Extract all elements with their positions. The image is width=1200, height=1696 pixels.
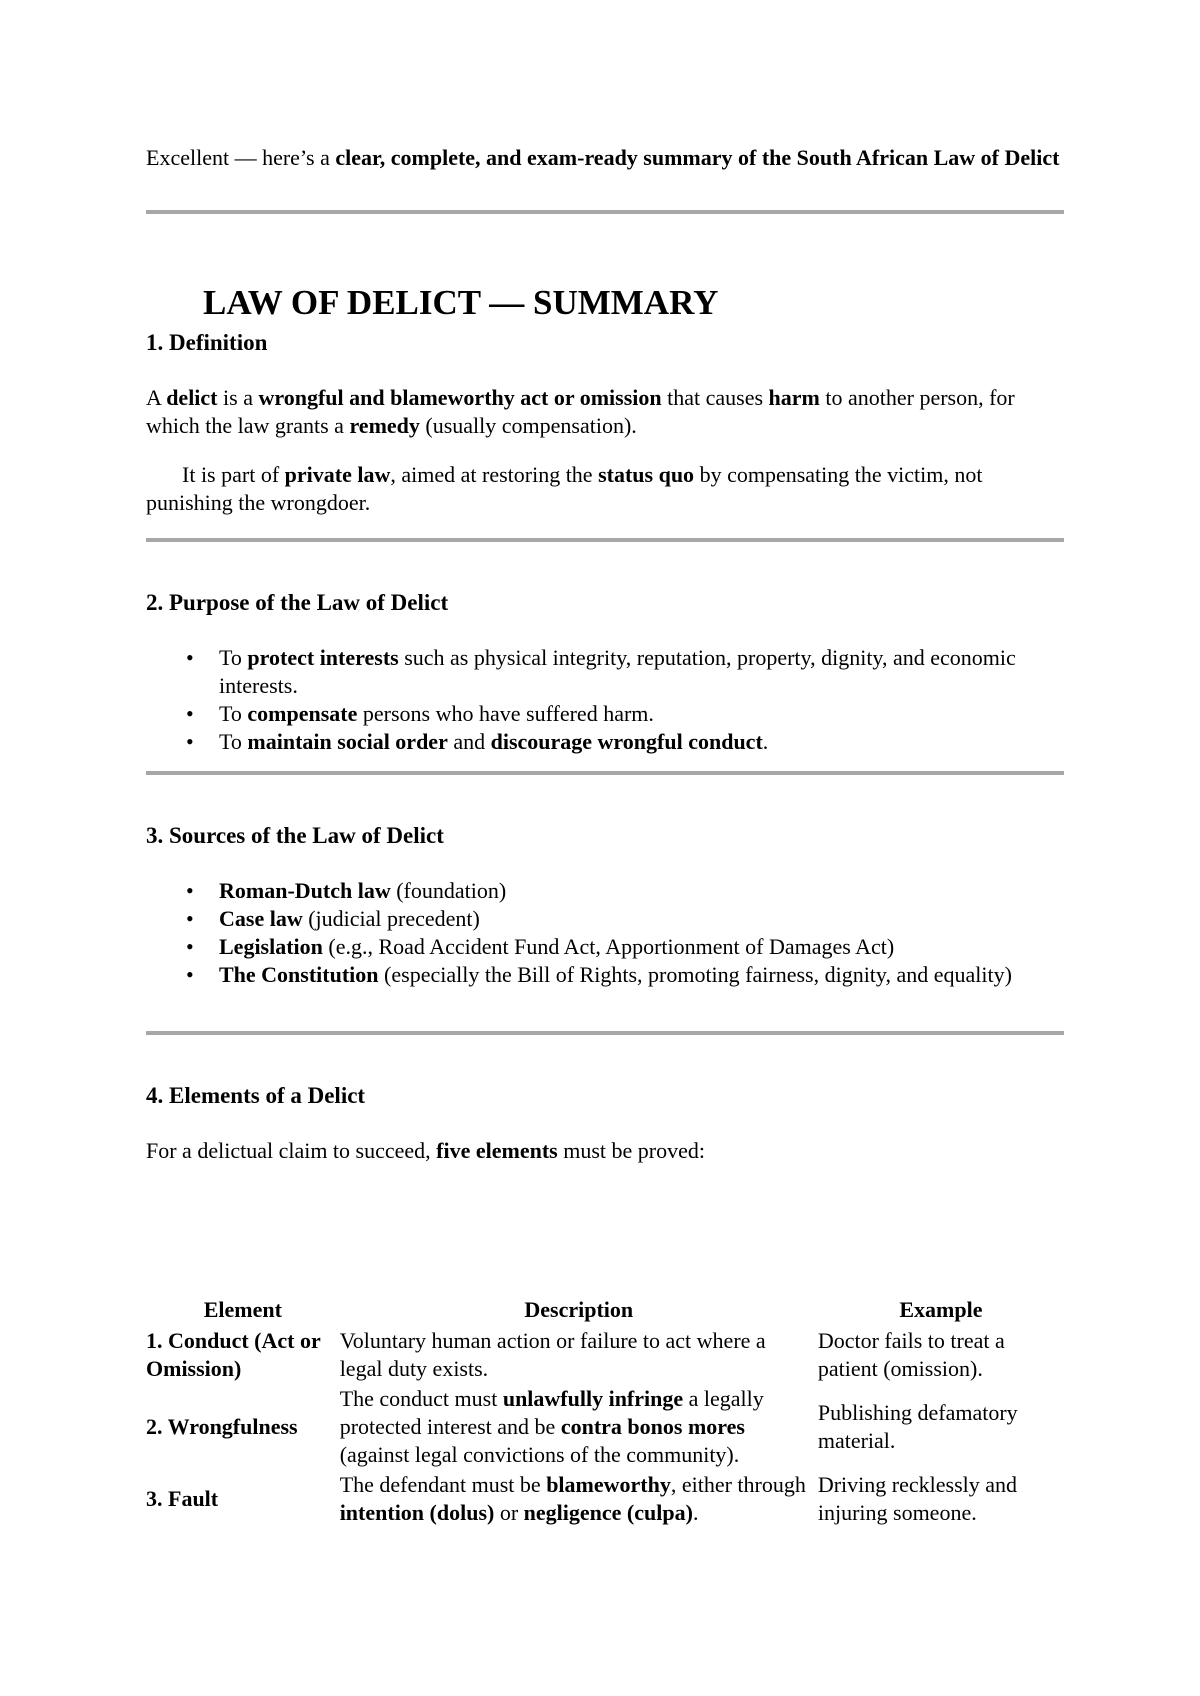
table-row xyxy=(146,1385,1064,1471)
divider xyxy=(146,538,1064,542)
text-run: The conduct must xyxy=(339,1386,503,1411)
section-heading-elements: 4. Elements of a Delict xyxy=(146,1083,366,1108)
text-run-bold: compensate xyxy=(247,701,358,726)
text-run: To xyxy=(219,701,248,726)
definition-paragraph xyxy=(146,384,1064,440)
text-run-bold: Case law xyxy=(219,906,303,931)
table-header-row xyxy=(146,1296,1064,1327)
text-run: (against legal convictions of the community). xyxy=(339,1442,740,1467)
element-cell: 3. Fault xyxy=(146,1486,219,1511)
text-run: The defendant must be xyxy=(339,1472,547,1497)
text-run-bold: unlawfully infringe xyxy=(502,1386,684,1411)
description-cell xyxy=(340,1471,818,1529)
definition-note-paragraph xyxy=(146,461,1064,517)
section-heading-purpose: 2. Purpose of the Law of Delict xyxy=(146,590,449,615)
example-cell: Publishing defamatory material. xyxy=(817,1400,1018,1453)
text-run: a legally protected interest and be xyxy=(339,1386,764,1439)
list-item xyxy=(146,877,1064,905)
text-run-bold: delict xyxy=(166,385,218,410)
column-header-element: Element xyxy=(203,1297,282,1322)
text-run-bold: remedy xyxy=(349,413,420,438)
list-item xyxy=(146,728,1064,756)
divider xyxy=(146,210,1064,214)
purpose-list xyxy=(146,644,1064,756)
text-run: (usually compensation). xyxy=(419,413,637,438)
text-run-bold: discourage wrongful conduct xyxy=(490,729,763,754)
text-run: is a xyxy=(217,385,259,410)
text-run: must be proved: xyxy=(557,1138,705,1163)
text-run: that causes xyxy=(661,385,769,410)
text-run: , either through xyxy=(670,1472,806,1497)
text-run: . xyxy=(692,1500,699,1525)
elements-table xyxy=(146,1296,1064,1529)
text-run-bold: Roman-Dutch law xyxy=(219,878,391,903)
sources-list xyxy=(146,877,1064,989)
text-run-bold: intention (dolus) xyxy=(339,1500,495,1525)
description-cell xyxy=(340,1327,818,1385)
divider xyxy=(146,771,1064,775)
text-run-bold: negligence (culpa) xyxy=(523,1500,693,1525)
list-item xyxy=(146,700,1064,728)
text-run: (e.g., Road Accident Fund Act, Apportionment of Damages Act) xyxy=(322,934,895,959)
text-run: To xyxy=(219,645,248,670)
intro-line xyxy=(146,144,1064,172)
list-item xyxy=(146,933,1064,961)
intro-bold: clear, complete, and exam-ready summary of the South African Law of Delict xyxy=(335,145,1060,170)
page-title: LAW OF DELICT — SUMMARY xyxy=(203,283,719,322)
text-run-bold: private law xyxy=(284,462,391,487)
table-row xyxy=(146,1471,1064,1529)
element-cell: 1. Conduct (Act or Omission) xyxy=(146,1328,321,1381)
text-run: by compensating the victim, not punishing the wrongdoer. xyxy=(146,462,983,515)
list-item xyxy=(146,961,1064,989)
text-run-bold: The Constitution xyxy=(219,962,379,987)
elements-intro xyxy=(146,1137,1064,1165)
text-run-bold: blameworthy xyxy=(546,1472,671,1497)
text-run-bold: contra bonos mores xyxy=(560,1414,745,1439)
text-run: such as physical integrity, reputation, property, dignity, and economic interests. xyxy=(219,645,1016,698)
text-run: . xyxy=(762,729,769,754)
text-run: For a delictual claim to succeed, xyxy=(146,1138,437,1163)
text-run: It is part of xyxy=(182,462,285,487)
text-run: Voluntary human action or failure to act where a legal duty exists. xyxy=(339,1328,766,1381)
text-run: (foundation) xyxy=(390,878,507,903)
divider xyxy=(146,1031,1064,1035)
text-run: and xyxy=(447,729,491,754)
element-cell: 2. Wrongfulness xyxy=(146,1414,298,1439)
column-header-example: Example xyxy=(899,1297,983,1322)
text-run-bold: wrongful and blameworthy act or omission xyxy=(258,385,662,410)
text-run: or xyxy=(494,1500,524,1525)
text-run-bold: Legislation xyxy=(219,934,323,959)
text-run-bold: status quo xyxy=(598,462,695,487)
intro-prefix: Excellent — here’s a xyxy=(146,145,336,170)
text-run: (especially the Bill of Rights, promoting fairness, dignity, and equality) xyxy=(378,962,1012,987)
example-cell: Doctor fails to treat a patient (omission). xyxy=(817,1328,1005,1381)
text-run-bold: harm xyxy=(768,385,820,410)
list-item xyxy=(146,644,1064,700)
table-row xyxy=(146,1327,1064,1385)
text-run-bold: maintain social order xyxy=(247,729,448,754)
column-header-description: Description xyxy=(524,1297,634,1322)
text-run: persons who have suffered harm. xyxy=(357,701,654,726)
example-cell: Driving recklessly and injuring someone. xyxy=(817,1472,1018,1525)
text-run: To xyxy=(219,729,248,754)
text-run: (judicial precedent) xyxy=(302,906,480,931)
description-cell xyxy=(340,1385,818,1471)
text-run-bold: five elements xyxy=(436,1138,558,1163)
list-item xyxy=(146,905,1064,933)
text-run: , aimed at restoring the xyxy=(390,462,599,487)
text-run: to another person, for which the law grants a xyxy=(146,385,1015,438)
section-heading-sources: 3. Sources of the Law of Delict xyxy=(146,823,444,848)
text-run: A xyxy=(146,385,167,410)
text-run-bold: protect interests xyxy=(247,645,399,670)
section-heading-definition: 1. Definition xyxy=(146,330,268,355)
